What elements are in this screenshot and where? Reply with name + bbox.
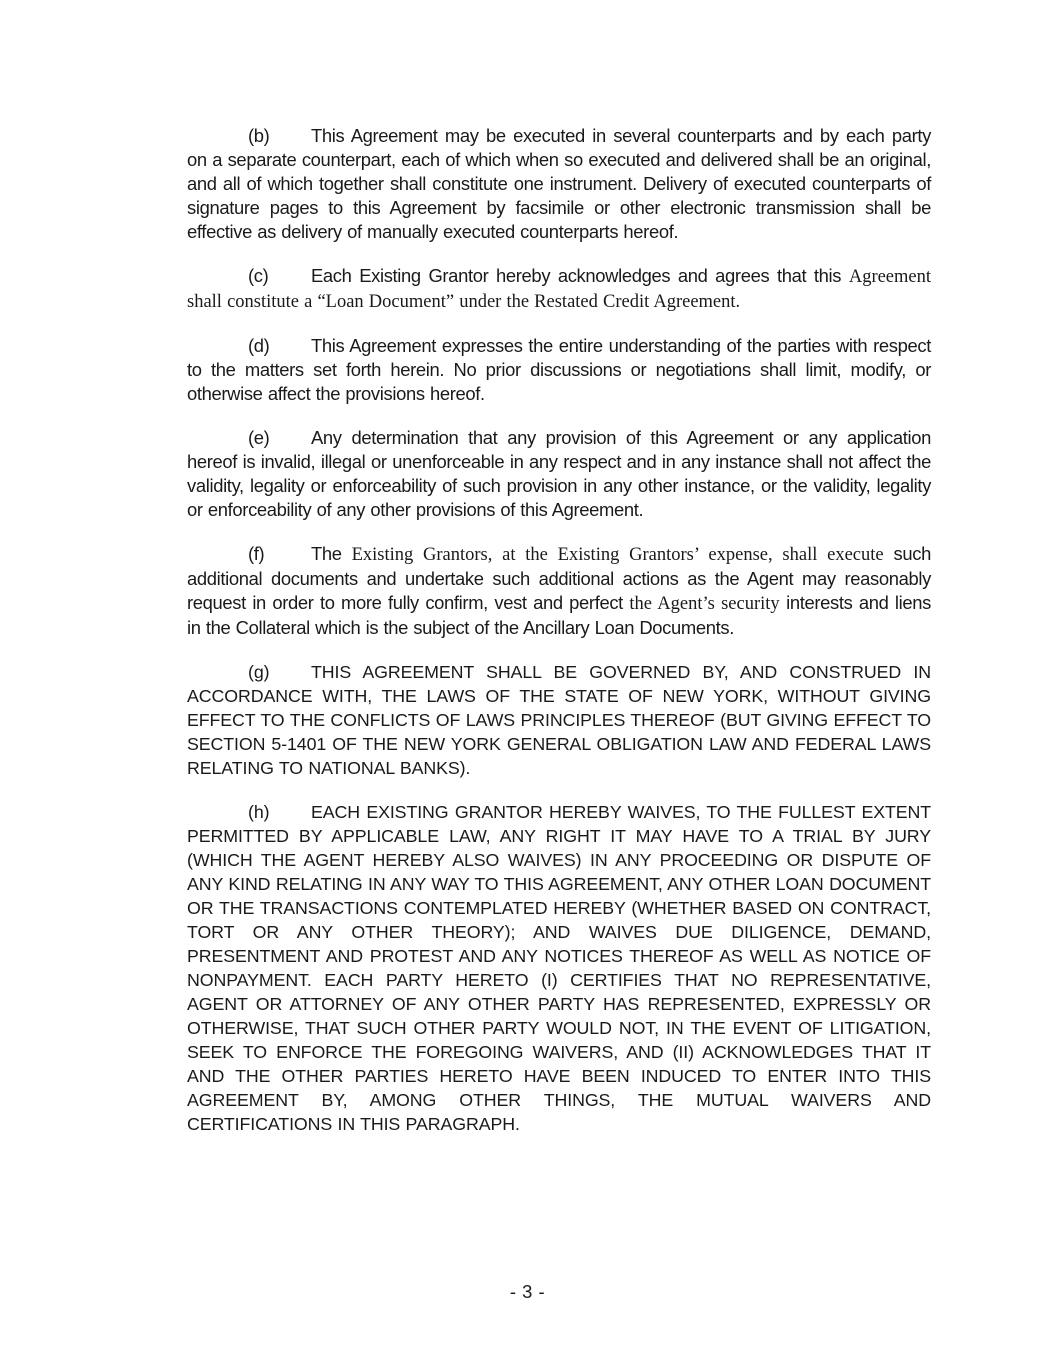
paragraph-label: (d) [248, 335, 270, 356]
paragraph-text-serif: Agreement shall constitute a “Loan Document” under the Restated Credit Agreement. [187, 267, 932, 312]
paragraph-label: (b) [248, 125, 270, 146]
paragraph-label: (e) [248, 427, 270, 448]
paragraph-text: This Agreement expresses the entire understanding of the parties with respect to the matters set forth herein. No prior discussions or negotiations shall limit, modify, or otherwise affect the provisions hereof. [187, 335, 931, 404]
page-number: - 3 - [509, 1281, 546, 1302]
paragraph-text-serif: the Agent’s security [629, 594, 780, 614]
paragraph-text-serif: Existing Grantors, at the Existing Grantors’ expense, shall execute [351, 545, 884, 565]
document-page [187, 124, 931, 1156]
paragraph-c [187, 264, 931, 314]
paragraph-text: Each Existing Grantor hereby acknowledges and agrees that this [311, 265, 842, 286]
paragraph-b [187, 124, 931, 244]
paragraph-text: interests and liens in the Collateral which is the subject of the Ancillary Loan Documents. [187, 592, 932, 638]
paragraph-g [187, 660, 931, 780]
paragraph-text: THIS AGREEMENT SHALL BE GOVERNED BY, AND CONSTRUED IN ACCORDANCE WITH, THE LAWS OF THE STATE OF NEW YORK, WITHOUT GIVING EFFECT TO THE CONFLICTS OF LAWS PRINCIPLES THEREOF (BUT GIVING EFFECT TO SECTION 5-1401 OF THE NEW YORK GENERAL OBLIGATION LAW AND FEDERAL LAWS RELATING TO NATIONAL BANKS). [187, 662, 931, 778]
paragraph-text: such additional documents and undertake such additional actions as the Agent may reasonably request in order to more fully confirm, vest and perfect [187, 543, 931, 613]
paragraph-text: The [311, 543, 342, 564]
paragraph-d [187, 334, 931, 406]
paragraph-text: EACH EXISTING GRANTOR HEREBY WAIVES, TO THE FULLEST EXTENT PERMITTED BY APPLICABLE LAW, ANY RIGHT IT MAY HAVE TO A TRIAL BY JURY (WHICH THE AGENT HEREBY ALSO WAIVES) IN ANY PROCEEDING OR DISPUTE OF ANY KIND RELATING IN ANY WAY TO THIS AGREEMENT, ANY OTHER LOAN DOCUMENT OR THE TRANSACTIONS CONTEMPLATED HEREBY (WHETHER BASED ON CONTRACT, TORT OR ANY OTHER THEORY); AND WAIVES DUE DILIGENCE, DEMAND, PRESENTMENT AND PROTEST AND ANY NOTICES THEREOF AS WELL AS NOTICE OF NONPAYMENT. EACH PARTY HERETO (I) CERTIFIES THAT NO REPRESENTATIVE, AGENT OR ATTORNEY OF ANY OTHER PARTY HAS REPRESENTED, EXPRESSLY OR OTHERWISE, THAT SUCH OTHER PARTY WOULD NOT, IN THE EVENT OF LITIGATION, SEEK TO ENFORCE THE FOREGOING WAIVERS, AND (II) ACKNOWLEDGES THAT IT AND THE OTHER PARTIES HERETO HAVE BEEN INDUCED TO ENTER INTO THIS AGREEMENT BY, AMONG OTHER THINGS, THE MUTUAL WAIVERS AND CERTIFICATIONS IN THIS PARAGRAPH. [187, 802, 931, 1134]
paragraph-label: (g) [248, 662, 270, 682]
paragraph-h [187, 800, 931, 1136]
paragraph-label: (f) [248, 543, 265, 564]
paragraph-label: (c) [248, 265, 269, 286]
paragraph-text: Any determination that any provision of this Agreement or any application hereof is invalid, illegal or unenforceable in any respect and in any instance shall not affect the validity, legality or enforceability of such provision in any other instance, or the validity, legality or enforceability of any other provisions of this Agreement. [187, 427, 931, 520]
paragraph-label: (h) [248, 802, 270, 822]
paragraph-text: This Agreement may be executed in several counterparts and by each party on a separate counterpart, each of which when so executed and delivered shall be an original, and all of which together shall constitute one instrument. Delivery of executed counterparts of signature pages to this Agreement by facsimile or other electronic transmission shall be effective as delivery of manually executed counterparts hereof. [187, 125, 931, 242]
paragraph-e [187, 426, 931, 522]
paragraph-f [187, 542, 931, 640]
